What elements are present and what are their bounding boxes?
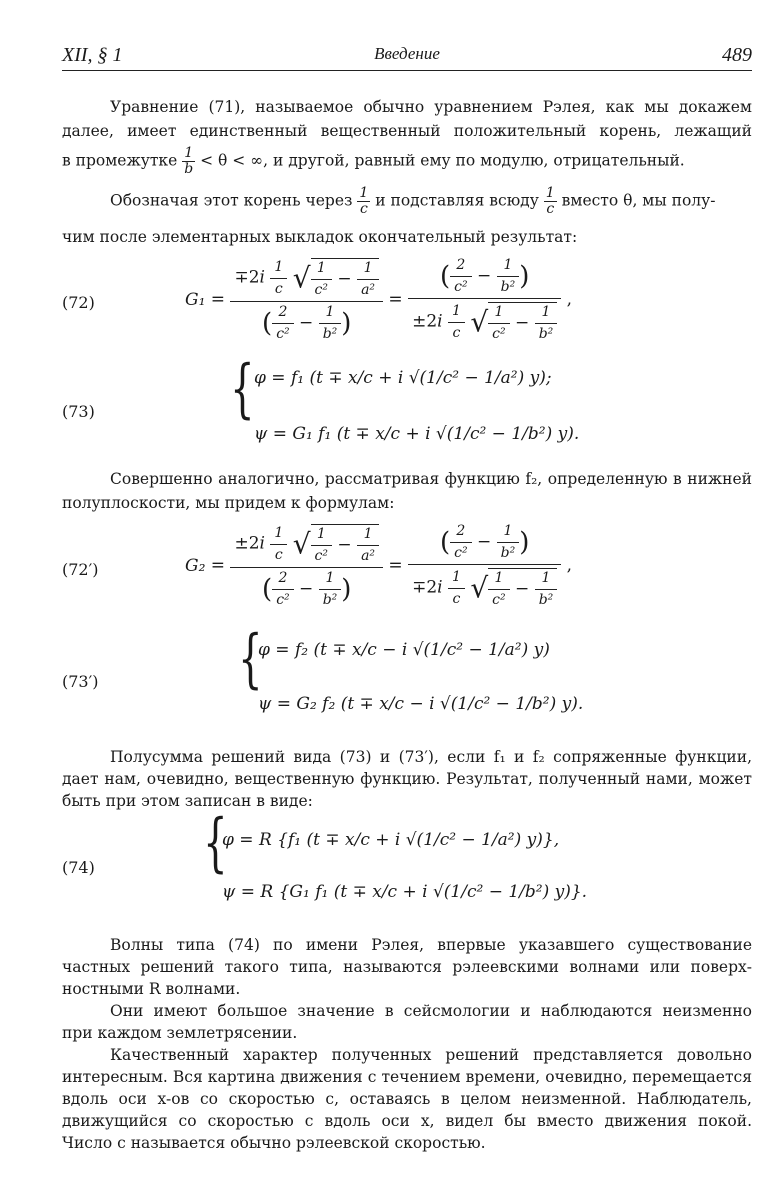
paragraph-line: частных решений такого типа, называются рэлеевскими волнами или поверх-	[62, 958, 752, 976]
equation-73-phi: φ = f₁ (t ∓ x/c + i √(1/c² − 1/a²) y);	[254, 368, 552, 388]
running-header	[62, 44, 752, 71]
paragraph-line: Число c называется обычно рэлеевской скоростью.	[62, 1134, 486, 1152]
paragraph-line: далее, имеет единственный вещественный положительный корень, лежащий	[62, 122, 752, 140]
eq-symbol: G₂	[185, 556, 206, 576]
equation-number: (73)	[62, 402, 95, 421]
equation-73p-psi: ψ = G₂ f₂ (t ∓ x/c − i √(1/c² − 1/b²) y).	[258, 694, 584, 714]
equation-74-psi: ψ = R {G₁ f₁ (t ∓ x/c + i √(1/c² − 1/b²) y)}.	[222, 882, 588, 902]
paragraph-line: быть при этом записан в виде:	[62, 792, 313, 810]
eq-fraction: ( $\frac{2}{\text{c²}}$ − $\frac{1}{\text{b²}}$ ) ±2i $\frac{1}{c}$ √ $\frac{1}{\text{c²}}$ − $\frac{1}{\text{b²}}$	[408, 258, 561, 342]
equation-number: (72′)	[62, 560, 99, 579]
paragraph-line: чим после элементарных выкладок окончательный результат:	[62, 228, 578, 246]
eq-fraction: ( $\frac{2}{\text{c²}}$ − $\frac{1}{\text{b²}}$ ) ∓2i $\frac{1}{c}$ √ $\frac{1}{\text{c²}}$ − $\frac{1}{\text{b²}}$	[408, 524, 561, 608]
paragraph-line: при каждом землетрясении.	[62, 1024, 298, 1042]
eq-fraction: ∓2i $\frac{1}{c}$ √ $\frac{1}{\text{c²}}$ − $\frac{1}{\text{a²}}$ ( $\frac{2}{\text{c²}}$ − $\frac{1}{\text{b²}}$ )	[230, 258, 383, 342]
paragraph-line: Уравнение (71), называемое обычно уравнением Рэлея, как мы докажем	[110, 98, 752, 116]
eq-symbol: G₁	[185, 290, 206, 310]
paragraph-line: дает нам, очевидно, вещественную функцию. Результат, полученный нами, может	[62, 770, 752, 788]
equation-73-psi: ψ = G₁ f₁ (t ∓ x/c + i √(1/c² − 1/b²) y).	[254, 424, 580, 444]
paragraph-line: полуплоскости, мы придем к формулам:	[62, 494, 395, 512]
paragraph-text: Обозначая этот корень через	[110, 191, 353, 210]
paragraph-line	[62, 146, 752, 177]
system-brace: {	[203, 806, 228, 880]
paragraph-text: и подставляя всюду	[375, 191, 539, 210]
page-number: 489	[722, 44, 752, 66]
header-title: Введение	[374, 44, 440, 63]
equation-73p-phi: φ = f₂ (t ∓ x/c − i √(1/c² − 1/a²) y)	[258, 640, 550, 660]
paragraph-line: Они имеют большое значение в сейсмологии и наблюдаются неизменно	[110, 1002, 752, 1020]
equation-72-prime: G₂ = ±2i $\frac{1}{c}$ √ $\frac{1}{\text{c²}}$ − $\frac{1}{\text{a²}}$ ( $\frac{2}{\text{c²}}$ − $\frac{1}{\text{b²}}$ ) = ( $\frac{2}{\text{c²}}$ − $\frac{1}{\text{b²}}$ ) ∓2i $\frac{1}{c}$ √ $\frac{1}{\text{c²}}$ − $\frac{1}{\text{b²}}$ ,	[185, 523, 573, 608]
paragraph-line: вдоль оси x-ов со скоростью c, оставаясь в целом неизменной. Наблюдатель,	[62, 1090, 752, 1108]
paragraph-line: Качественный характер полученных решений представляется довольно	[110, 1046, 752, 1064]
paragraph-line: Полусумма решений вида (73) и (73′), если f₁ и f₂ сопряженные функции,	[110, 748, 752, 766]
paragraph-text: вместо θ, мы полу-	[561, 191, 716, 210]
paragraph-line: движущийся со скоростью c вдоль оси x, видел бы вместо движения покой.	[62, 1112, 752, 1130]
chapter-ref: XII, § 1	[62, 44, 123, 66]
fraction-1-over-b: $\frac{1}{b}$	[184, 145, 194, 177]
system-brace: {	[238, 622, 263, 696]
paragraph-text: в промежутке	[62, 151, 178, 170]
paragraph-text: < θ < ∞, и другой, равный ему по модулю, отрицательный.	[200, 151, 685, 170]
equation-74-phi: φ = R {f₁ (t ∓ x/c + i √(1/c² − 1/a²) y)},	[222, 830, 560, 850]
equation-72: G₁ = ∓2i $\frac{1}{c}$ √ $\frac{1}{\text{c²}}$ − $\frac{1}{\text{a²}}$ ( $\frac{2}{\text{c²}}$ − $\frac{1}{\text{b²}}$ ) = ( $\frac{2}{\text{c²}}$ − $\frac{1}{\text{b²}}$ ) ±2i $\frac{1}{c}$ √ $\frac{1}{\text{c²}}$ − $\frac{1}{\text{b²}}$ ,	[185, 257, 573, 342]
equation-number: (74)	[62, 858, 95, 877]
paragraph-line	[110, 186, 752, 217]
fraction-1-over-c: $\frac{1}{c}$	[545, 185, 555, 217]
paragraph-line: Совершенно аналогично, рассматривая функцию f₂, определенную в нижней	[110, 470, 752, 488]
paragraph-line: интересным. Вся картина движения с течением времени, очевидно, перемещается	[62, 1068, 752, 1086]
paragraph-line: Волны типа (74) по имени Рэлея, впервые указавшего существование	[110, 936, 752, 954]
eq-fraction: ±2i $\frac{1}{c}$ √ $\frac{1}{\text{c²}}$ − $\frac{1}{\text{a²}}$ ( $\frac{2}{\text{c²}}$ − $\frac{1}{\text{b²}}$ )	[230, 524, 383, 608]
fraction-1-over-c: $\frac{1}{c}$	[359, 185, 369, 217]
equation-number: (72)	[62, 293, 95, 312]
system-brace: {	[230, 352, 255, 426]
equation-number: (73′)	[62, 672, 99, 691]
paragraph-line: ностными R волнами.	[62, 980, 241, 998]
